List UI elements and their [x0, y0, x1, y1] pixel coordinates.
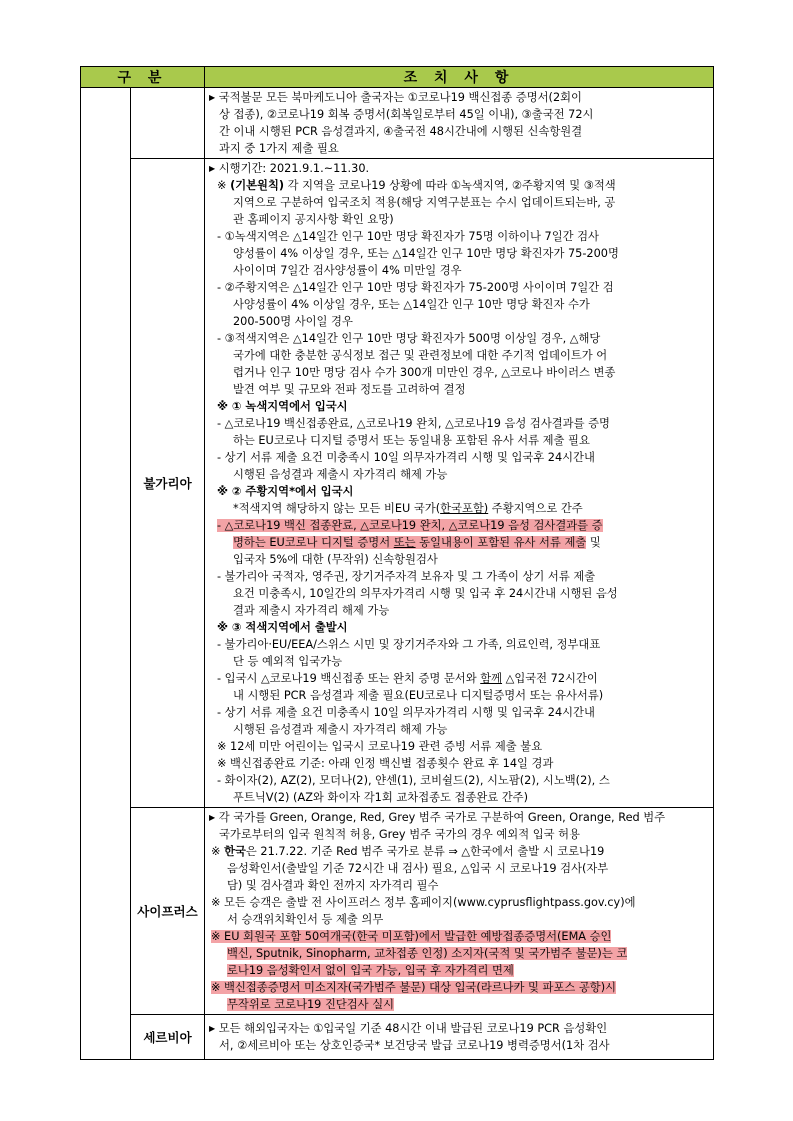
country-empty [131, 88, 205, 159]
text-line: 서, ②세르비아 또는 상호인증국* 보건당국 발급 코로나19 병력증명서(1차 검사 [219, 1039, 610, 1052]
eu-highlight: ※ EU 회원국 포함 50여개국(한국 미포함)에서 발급한 예방접종증명서(EMA 승인 [211, 930, 612, 943]
text-line: 담) 및 검사결과 확인 전까지 자가격리 필수 [227, 879, 439, 892]
text-line: 내 시행된 PCR 음성결과 제출 필요(EU코로나 디지털증명서 또는 유사서류) [233, 689, 604, 702]
text-line: 렵거나 인구 10만 명당 검사 수가 300개 미만인 경우, △코로나 바이러스 변종 [233, 366, 616, 379]
bullet-line: ▶ 모든 해외입국자는 ①입국일 기준 48시간 이내 발급된 코로나19 PCR 음성확인 [209, 1022, 608, 1035]
text-line: 시행된 음성결과 제출시 자가격리 해제 가능 [233, 468, 448, 481]
no-cert-highlight: 무작위로 코로나19 진단검사 실시 [227, 998, 395, 1011]
green-item: - 상기 서류 제출 요건 미충족시 10일 의무자가격리 시행 및 입국후 24시간내 [217, 451, 595, 464]
row-north-macedonia [81, 88, 714, 159]
text-line: 하는 EU코로나 디지털 증명서 또는 동일내용 포함된 유사 서류 제출 필요 [233, 434, 590, 447]
text-line: 결과 제출시 자가격리 해제 가능 [233, 604, 390, 617]
bulgaria-content [205, 159, 714, 808]
basic-principle: ※ (기본원칙) 각 지역을 코로나19 상황에 따라 ①녹색지역, ②주황지역 및 ③적색 [217, 179, 616, 192]
text-line: 국가에 대한 충분한 공식정보 접근 및 관련정보에 대한 주기적 업데이트가 어 [233, 349, 608, 362]
red-definition: - ③적색지역은 △14일간 인구 10만 명당 확진자가 500명 이상일 경우, △해당 [217, 332, 601, 345]
text-line: 사이이며 7일간 검사양성률이 4% 미만일 경우 [233, 264, 462, 277]
text-line: 과지 중 1가지 제출 필요 [219, 142, 339, 155]
eu-highlight: 백신, Sputnik, Sinopharm, 교차접종 인정) 소지자(국적 및 국가범주 불문)는 코 [227, 947, 628, 960]
red-item: - 상기 서류 제출 요건 미충족시 10일 의무자가격리 시행 및 입국후 24시간내 [217, 706, 595, 719]
serbia-content [205, 1015, 714, 1060]
child-note: ※ 12세 미만 어린이는 입국시 코로나19 관련 증빙 서류 제출 불요 [217, 740, 543, 753]
orange-definition: - ②주황지역은 △14일간 인구 10만 명당 확진자가 75-200명 사이이며 7일간 검 [217, 281, 614, 294]
green-item: - △코로나19 백신접종완료, △코로나19 완치, △코로나19 음성 검사결과를 증명 [217, 417, 610, 430]
text-line: 지역으로 구분하여 입국조치 적용(해당 지역구분표는 수시 업데이트되는바, 공 [233, 196, 616, 209]
header-row [81, 67, 714, 88]
orange-title: ※ ② 주황지역*에서 입국시 [217, 485, 354, 498]
text-line: 200-500명 사이일 경우 [233, 315, 353, 328]
text-line: 단 등 예외적 입국가능 [233, 655, 342, 668]
period-line: ▶ 시행기간: 2021.9.1.~11.30. [209, 162, 370, 175]
country-bulgaria: 불가리아 [131, 159, 205, 808]
row-cyprus [81, 808, 714, 1015]
text-line: 서 승객위치확인서 등 제출 의무 [227, 913, 384, 926]
triangle-bullet-icon: ▶ [209, 164, 216, 173]
cyprus-content [205, 808, 714, 1015]
text-line: 입국자 5%에 대한 (무작위) 신속항원검사 [233, 553, 438, 566]
text-line: 사양성률이 4% 이상일 경우, 또는 △14일간 인구 10만 명당 확진자 수가 [233, 298, 590, 311]
text-line: 음성확인서(출발일 기준 72시간 내 검사) 필요, △입국 시 코로나19 검사(자부 [227, 862, 609, 875]
row-serbia [81, 1015, 714, 1060]
row-bulgaria [81, 159, 714, 808]
country-serbia: 세르비아 [131, 1015, 205, 1060]
text-line: 국가로부터의 입국 원칙적 허용, Grey 범주 국가의 경우 예외적 입국 허용 [219, 828, 580, 841]
orange-item: - 불가리아 국적자, 영주권, 장기거주자격 보유자 및 그 가족이 상기 서류 제출 [217, 570, 596, 583]
text-line: 요건 미충족시, 10일간의 의무자가격리 시행 및 입국 후 24시간내 시행된 음성 [233, 587, 618, 600]
row0-content [205, 88, 714, 159]
bullet-line: ▶ 국적불문 모든 북마케도니아 출국자는 ①코로나19 백신접종 증명서(2회이 [209, 91, 582, 104]
triangle-bullet-icon: ▶ [209, 93, 216, 102]
red-item: - 불가리아·EU/EEA/스위스 시민 및 장기거주자와 그 가족, 의료인력, 정부대표 [217, 638, 601, 651]
vaccine-list: - 화이자(2), AZ(2), 모더나(2), 얀센(1), 코비쉴드(2), 시노팜(2), 시노백(2), 스 [217, 774, 610, 787]
text-line: 간 이내 시행된 PCR 음성결과지, ④출국전 48시간내에 시행된 신속항원결 [219, 125, 583, 138]
all-passengers-note: ※ 모든 승객은 출발 전 사이프러스 정부 홈페이지(www.cyprusflightpass.gov.cy)에 [211, 896, 636, 909]
text-line: 시행된 음성결과 제출시 자가격리 해제 가능 [233, 723, 448, 736]
triangle-bullet-icon: ▶ [209, 1024, 216, 1033]
red-title: ※ ③ 적색지역에서 출발시 [217, 621, 348, 634]
country-cyprus: 사이프러스 [131, 808, 205, 1015]
korea-note: ※ 한국은 21.7.22. 기준 Red 범주 국가로 분류 ⇒ △한국에서 출발 시 코로나19 [211, 845, 605, 858]
text-line: 상 접종), ②코로나19 회복 증명서(회복일로부터 45일 이내), ③출국전 72시 [219, 108, 594, 121]
vaccine-standard: ※ 백신접종완료 기준: 아래 인정 백신별 접종횟수 완료 후 14일 경과 [217, 757, 554, 770]
orange-highlight-2: 명하는 EU코로나 디지털 증명서 또는 동일내용이 포함된 유사 서류 제출 및 [233, 536, 601, 549]
text-line: 관 홈페이지 공지사항 확인 요망) [233, 213, 394, 226]
bullet-line: ▶ 각 국가를 Green, Orange, Red, Grey 범주 국가로 구분하여 Green, Orange, Red 범주 [209, 811, 666, 824]
text-line: 발견 여부 및 규모와 전파 정도를 고려하여 결정 [233, 383, 466, 396]
measures-table [80, 66, 714, 1060]
blank-cell [81, 88, 131, 1060]
green-definition: - ①녹색지역은 △14일간 인구 10만 명당 확진자가 75명 이하이나 7일간 검사 [217, 230, 599, 243]
orange-note: *적색지역 해당하지 않는 모든 비EU 국가(한국포함) 주황지역으로 간주 [233, 502, 583, 515]
green-title: ※ ① 녹색지역에서 입국시 [217, 400, 348, 413]
text-line: 양성률이 4% 이상일 경우, 또는 △14일간 인구 10만 명당 확진자가 75-200명 [233, 247, 619, 260]
triangle-bullet-icon: ▶ [209, 813, 216, 822]
red-item: - 입국시 △코로나19 백신접종 또는 완치 증명 문서와 함께 △입국전 72시간이 [217, 672, 598, 685]
no-cert-highlight: ※ 백신접종증명서 미소지자(국가범주 불문) 대상 입국(라르나카 및 파포스 공항)시 [211, 981, 617, 994]
header-measures: 조 치 사 항 [205, 67, 714, 88]
eu-highlight: 로나19 음성확인서 없이 입국 가능, 입국 후 자가격리 면제 [227, 964, 514, 977]
orange-highlight-1: - △코로나19 백신 접종완료, △코로나19 완치, △코로나19 음성 검사결과를 증 [217, 519, 603, 532]
header-category: 구 분 [81, 67, 205, 88]
text-line: 푸트닉V(2) (AZ와 화이자 각1회 교차접종도 접종완료 간주) [233, 791, 529, 804]
